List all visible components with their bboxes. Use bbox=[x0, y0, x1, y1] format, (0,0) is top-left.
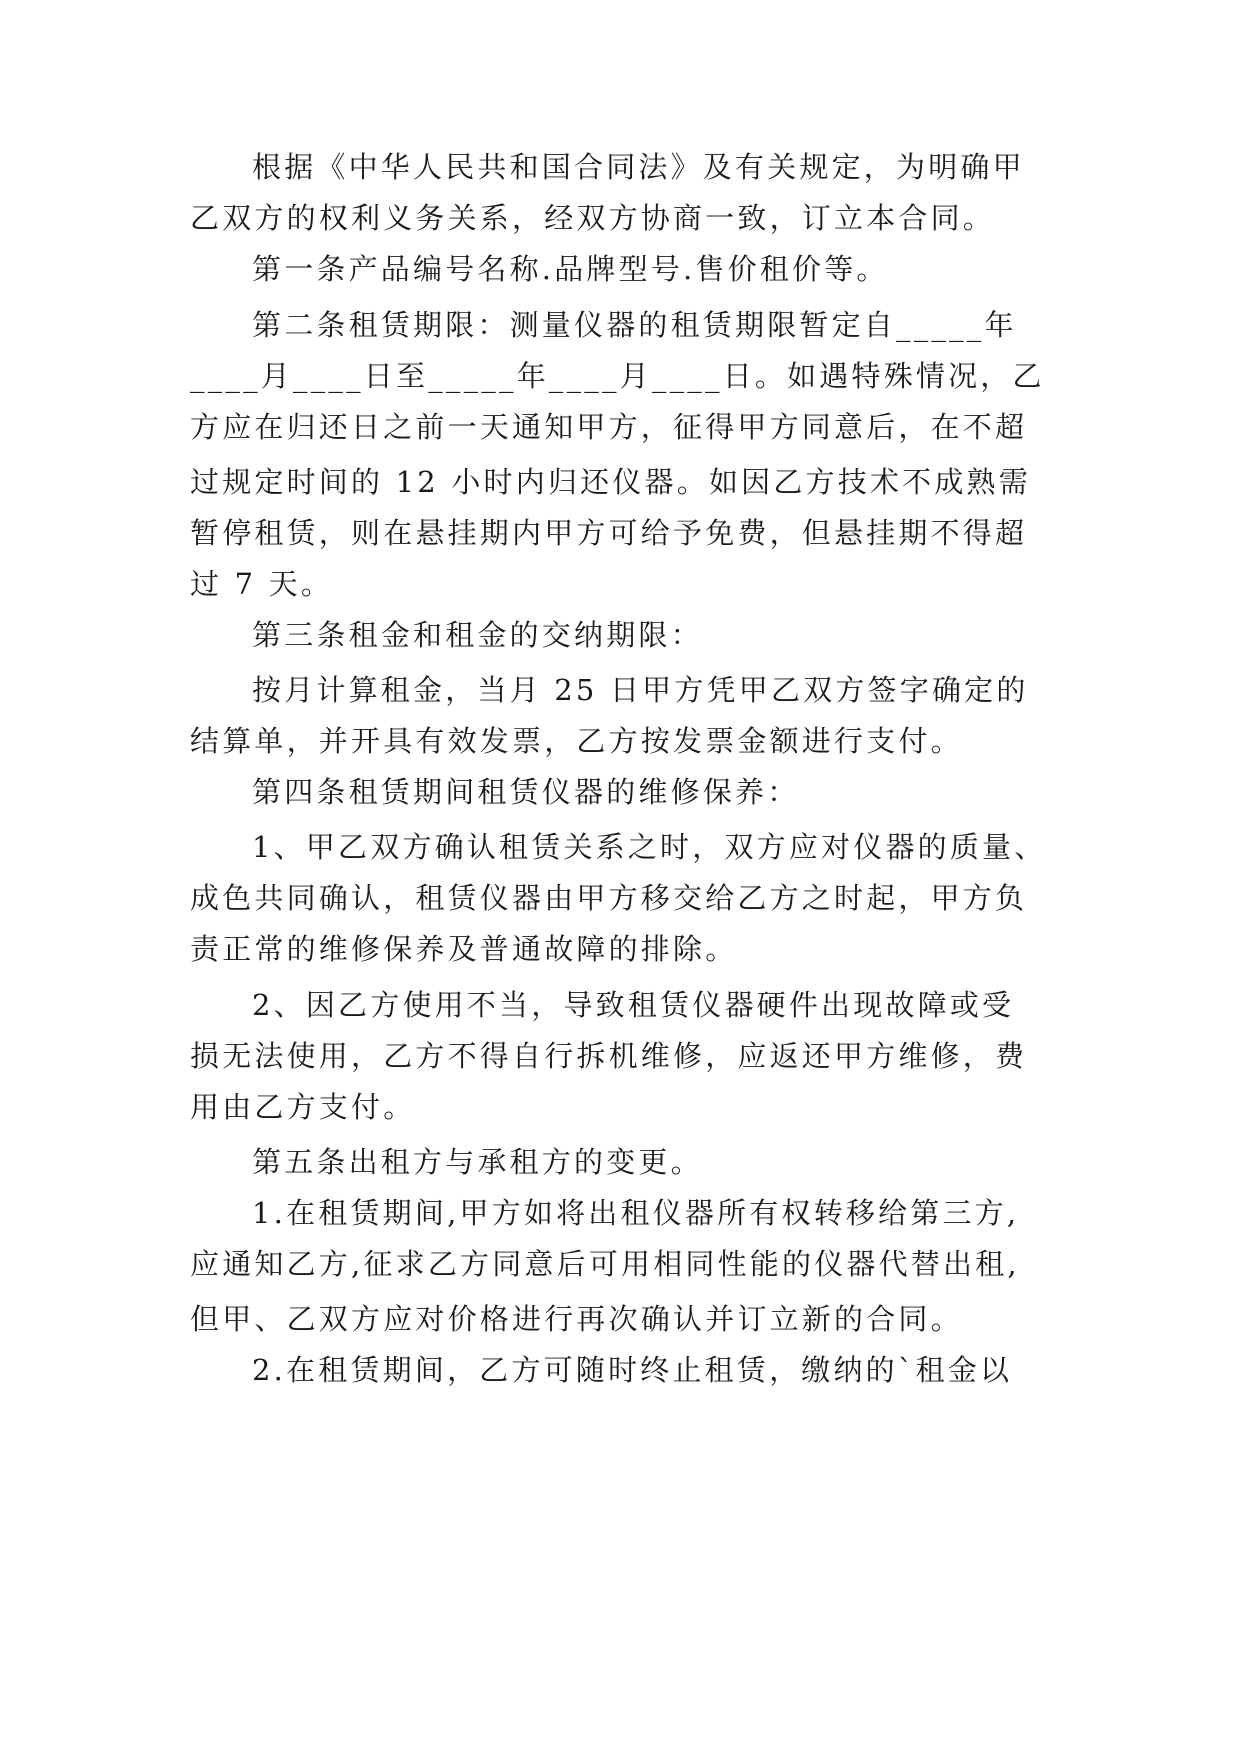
paragraph-line: 第四条租赁期间租赁仪器的维修保养： bbox=[252, 775, 800, 809]
paragraph-line: 责正常的维修保养及普通故障的排除。 bbox=[190, 932, 738, 966]
paragraph-line: 暂停租赁，则在悬挂期内甲方可给予免费，但悬挂期不得超 bbox=[190, 516, 1028, 550]
paragraph-line: 第二条租赁期限：测量仪器的租赁期限暂定自_____年 bbox=[252, 308, 1017, 342]
paragraph-line: 第一条产品编号名称.品牌型号.售价租价等。 bbox=[252, 252, 889, 286]
paragraph-line: 1、甲乙双方确认租赁关系之时，双方应对仪器的质量、 bbox=[252, 830, 1047, 864]
paragraph-line: 2、因乙方使用不当，导致租赁仪器硬件出现故障或受 bbox=[252, 988, 1015, 1022]
paragraph-line: 过 7 天。 bbox=[190, 567, 334, 601]
paragraph-line: 成色共同确认，租赁仪器由甲方移交给乙方之时起，甲方负 bbox=[190, 881, 1028, 915]
paragraph-line: 损无法使用，乙方不得自行拆机维修，应返还甲方维修，费 bbox=[190, 1039, 1028, 1073]
paragraph-line: 用由乙方支付。 bbox=[190, 1090, 416, 1124]
paragraph-line: 按月计算租金，当月 25 日甲方凭甲乙双方签字确定的 bbox=[252, 673, 1029, 707]
paragraph-line: 根据《中华人民共和国合同法》及有关规定，为明确甲 bbox=[252, 150, 1025, 184]
paragraph-line: 但甲、乙双方应对价格进行再次确认并订立新的合同。 bbox=[190, 1302, 963, 1336]
paragraph-line: 结算单，并开具有效发票，乙方按发票金额进行支付。 bbox=[190, 724, 963, 758]
paragraph-line: 应通知乙方,征求乙方同意后可用相同性能的仪器代替出租, bbox=[190, 1247, 1020, 1281]
paragraph-line: 方应在归还日之前一天通知甲方，征得甲方同意后，在不超 bbox=[190, 410, 1028, 444]
paragraph-line: 第三条租金和租金的交纳期限： bbox=[252, 618, 703, 652]
paragraph-line: 乙双方的权利义务关系，经双方协商一致，订立本合同。 bbox=[190, 201, 996, 235]
paragraph-line: 第五条出租方与承租方的变更。 bbox=[252, 1145, 703, 1179]
paragraph-line: 2.在租赁期间，乙方可随时终止租赁，缴纳的`租金以 bbox=[252, 1353, 1013, 1387]
paragraph-line: 1.在租赁期间,甲方如将出租仪器所有权转移给第三方, bbox=[252, 1196, 1020, 1230]
paragraph-line: ____月____日至_____年____月____日。如遇特殊情况，乙 bbox=[190, 359, 1045, 393]
paragraph-line: 过规定时间的 12 小时内归还仪器。如因乙方技术不成熟需 bbox=[190, 465, 1031, 499]
